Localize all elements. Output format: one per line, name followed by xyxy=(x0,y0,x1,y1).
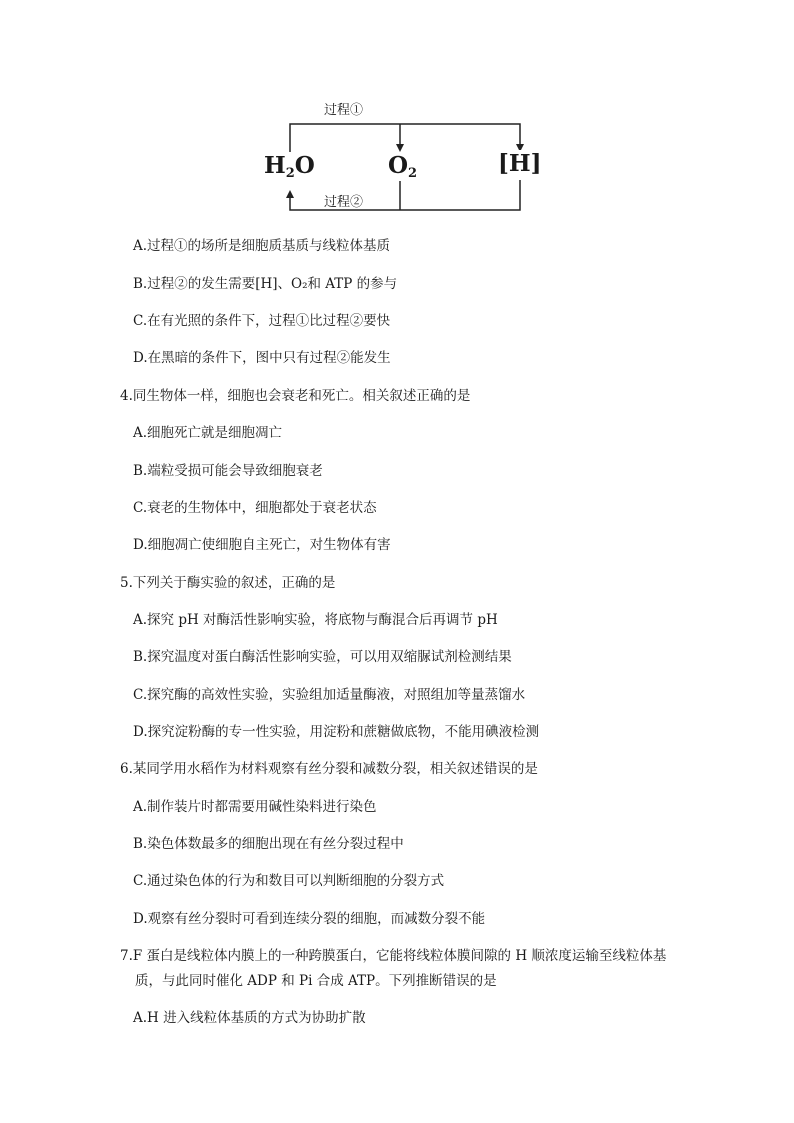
q4-option-d: D.细胞凋亡使细胞自主死亡，对生物体有害 xyxy=(133,537,391,553)
q5-option-a: A.探究 pH 对酶活性影响实验，将底物与酶混合后再调节 pH xyxy=(133,612,498,628)
q7-stem-line1: 7.F 蛋白是线粒体内膜上的一种跨膜蛋白，它能将线粒体膜间隙的 H 顺浓度运输至线粒体基 xyxy=(120,948,667,964)
q3-option-b: B.过程②的发生需要[H]、O₂和 ATP 的参与 xyxy=(133,276,398,292)
process-diagram xyxy=(250,90,550,220)
q3-option-d: D.在黑暗的条件下，图中只有过程②能发生 xyxy=(133,350,391,366)
q6-stem: 6.某同学用水稻作为材料观察有丝分裂和减数分裂，相关叙述错误的是 xyxy=(120,761,538,777)
q5-option-c: C.探究酶的高效性实验，实验组加适量酶液，对照组加等量蒸馏水 xyxy=(133,687,526,703)
q6-option-b: B.染色体数最多的细胞出现在有丝分裂过程中 xyxy=(133,836,404,852)
q6-option-a: A.制作装片时都需要用碱性染料进行染色 xyxy=(133,799,377,815)
h2o-label: $H_2O$ xyxy=(264,152,315,181)
o2-label: $O_2$ xyxy=(388,152,418,181)
q3-option-c: C.在有光照的条件下，过程①比过程②要快 xyxy=(133,313,391,329)
q6-option-d: D.观察有丝分裂时可看到连续分裂的细胞，而减数分裂不能 xyxy=(133,911,486,927)
q5-stem: 5.下列关于酶实验的叙述，正确的是 xyxy=(120,575,336,591)
arrowhead-o2-icon xyxy=(396,144,404,152)
q3-option-a: A.过程①的场所是细胞质基质与线粒体基质 xyxy=(133,238,391,254)
q4-option-c: C.衰老的生物体中，细胞都处于衰老状态 xyxy=(133,500,377,516)
q5-option-b: B.探究温度对蛋白酶活性影响实验，可以用双缩脲试剂检测结果 xyxy=(133,649,512,665)
q7-option-a: A.H 进入线粒体基质的方式为协助扩散 xyxy=(133,1010,366,1026)
process1-label: 过程① xyxy=(324,103,364,118)
q5-option-d: D.探究淀粉酶的专一性实验，用淀粉和蔗糖做底物，不能用碘液检测 xyxy=(133,724,540,740)
q4-option-a: A.细胞死亡就是细胞凋亡 xyxy=(133,425,283,441)
q6-option-c: C.通过染色体的行为和数目可以判断细胞的分裂方式 xyxy=(133,873,445,889)
q7-stem-line2: 质，与此同时催化 ADP 和 Pi 合成 ATP。下列推断错误的是 xyxy=(135,973,497,989)
process2-label: 过程② xyxy=(324,195,364,210)
h-label: [H] xyxy=(498,150,542,177)
q4-stem: 4.同生物体一样，细胞也会衰老和死亡。相关叙述正确的是 xyxy=(120,388,471,404)
arrowhead-h2o-icon xyxy=(286,190,294,198)
q4-option-b: B.端粒受损可能会导致细胞衰老 xyxy=(133,463,323,479)
